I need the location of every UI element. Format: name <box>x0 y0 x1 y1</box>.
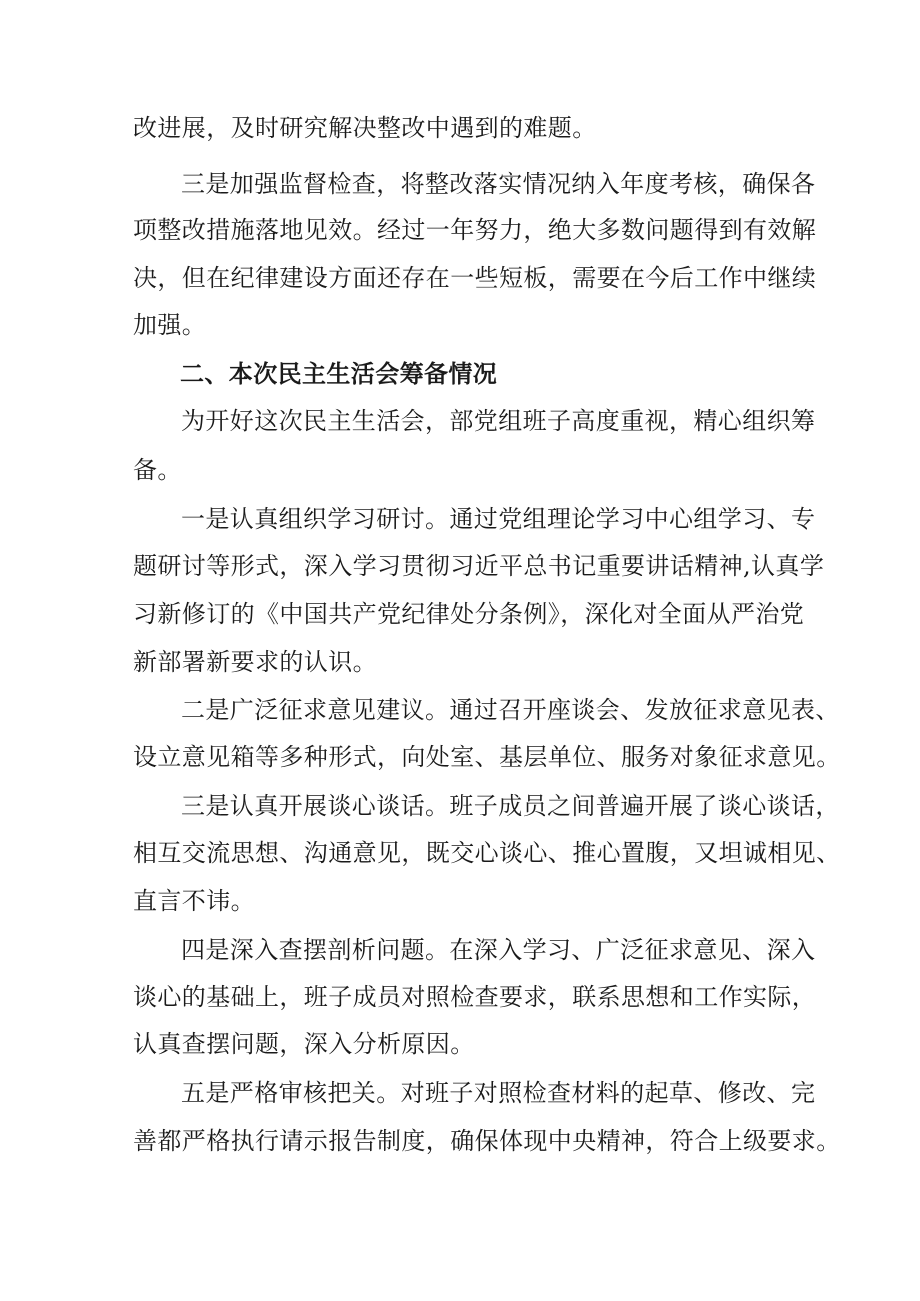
text-line: 三是认真开展谈心谈话。班子成员之间普遍开展了谈心谈话， <box>181 792 840 820</box>
text-line: 项整改措施落地见效。经过一年努力，绝大多数问题得到有效解 <box>133 216 817 244</box>
text-line: 加强。 <box>133 311 207 339</box>
text-line: 新部署新要求的认识。 <box>133 648 377 676</box>
text-line: 四是深入查摆剖析问题。在深入学习、广泛征求意见、深入 <box>181 936 816 964</box>
section-heading: 二、本次民主生活会筹备情况 <box>180 360 498 388</box>
text-line: 认真查摆问题，深入分析原因。 <box>133 1030 475 1058</box>
text-line: 五是严格审核把关。对班子对照检查材料的起草、修改、完 <box>181 1079 816 1107</box>
text-line: 习新修订的《中国共产党纪律处分条例》，深化对全面从严治党 <box>133 600 805 628</box>
text-line: 备。 <box>133 456 182 484</box>
text-line: 直言不讳。 <box>133 887 255 915</box>
text-line: 为开好这次民主生活会，部党组班子高度重视，精心组织筹 <box>181 407 816 435</box>
text-line: 谈心的基础上，班子成员对照检查要求，联系思想和工作实际， <box>133 983 817 1011</box>
text-line: 二是广泛征求意见建议。通过召开座谈会、发放征求意见表、 <box>181 696 840 724</box>
text-line: 题研讨等形式，深入学习贯彻习近平总书记重要讲话精神,认真学 <box>133 552 825 580</box>
text-line: 决，但在纪律建设方面还存在一些短板，需要在今后工作中继续 <box>133 264 817 292</box>
text-line: 设立意见箱等多种形式，向处室、基层单位、服务对象征求意见。 <box>133 743 841 771</box>
text-line: 改进展，及时研究解决整改中遇到的难题。 <box>133 114 597 142</box>
text-line: 相互交流思想、沟通意见，既交心谈心、推心置腹，又坦诚相见、 <box>133 839 841 867</box>
text-line: 善都严格执行请示报告制度，确保体现中央精神，符合上级要求。 <box>133 1127 841 1155</box>
text-line: 一是认真组织学习研讨。通过党组理论学习中心组学习、专 <box>181 505 816 533</box>
text-line: 三是加强监督检查，将整改落实情况纳入年度考核，确保各 <box>181 170 816 198</box>
